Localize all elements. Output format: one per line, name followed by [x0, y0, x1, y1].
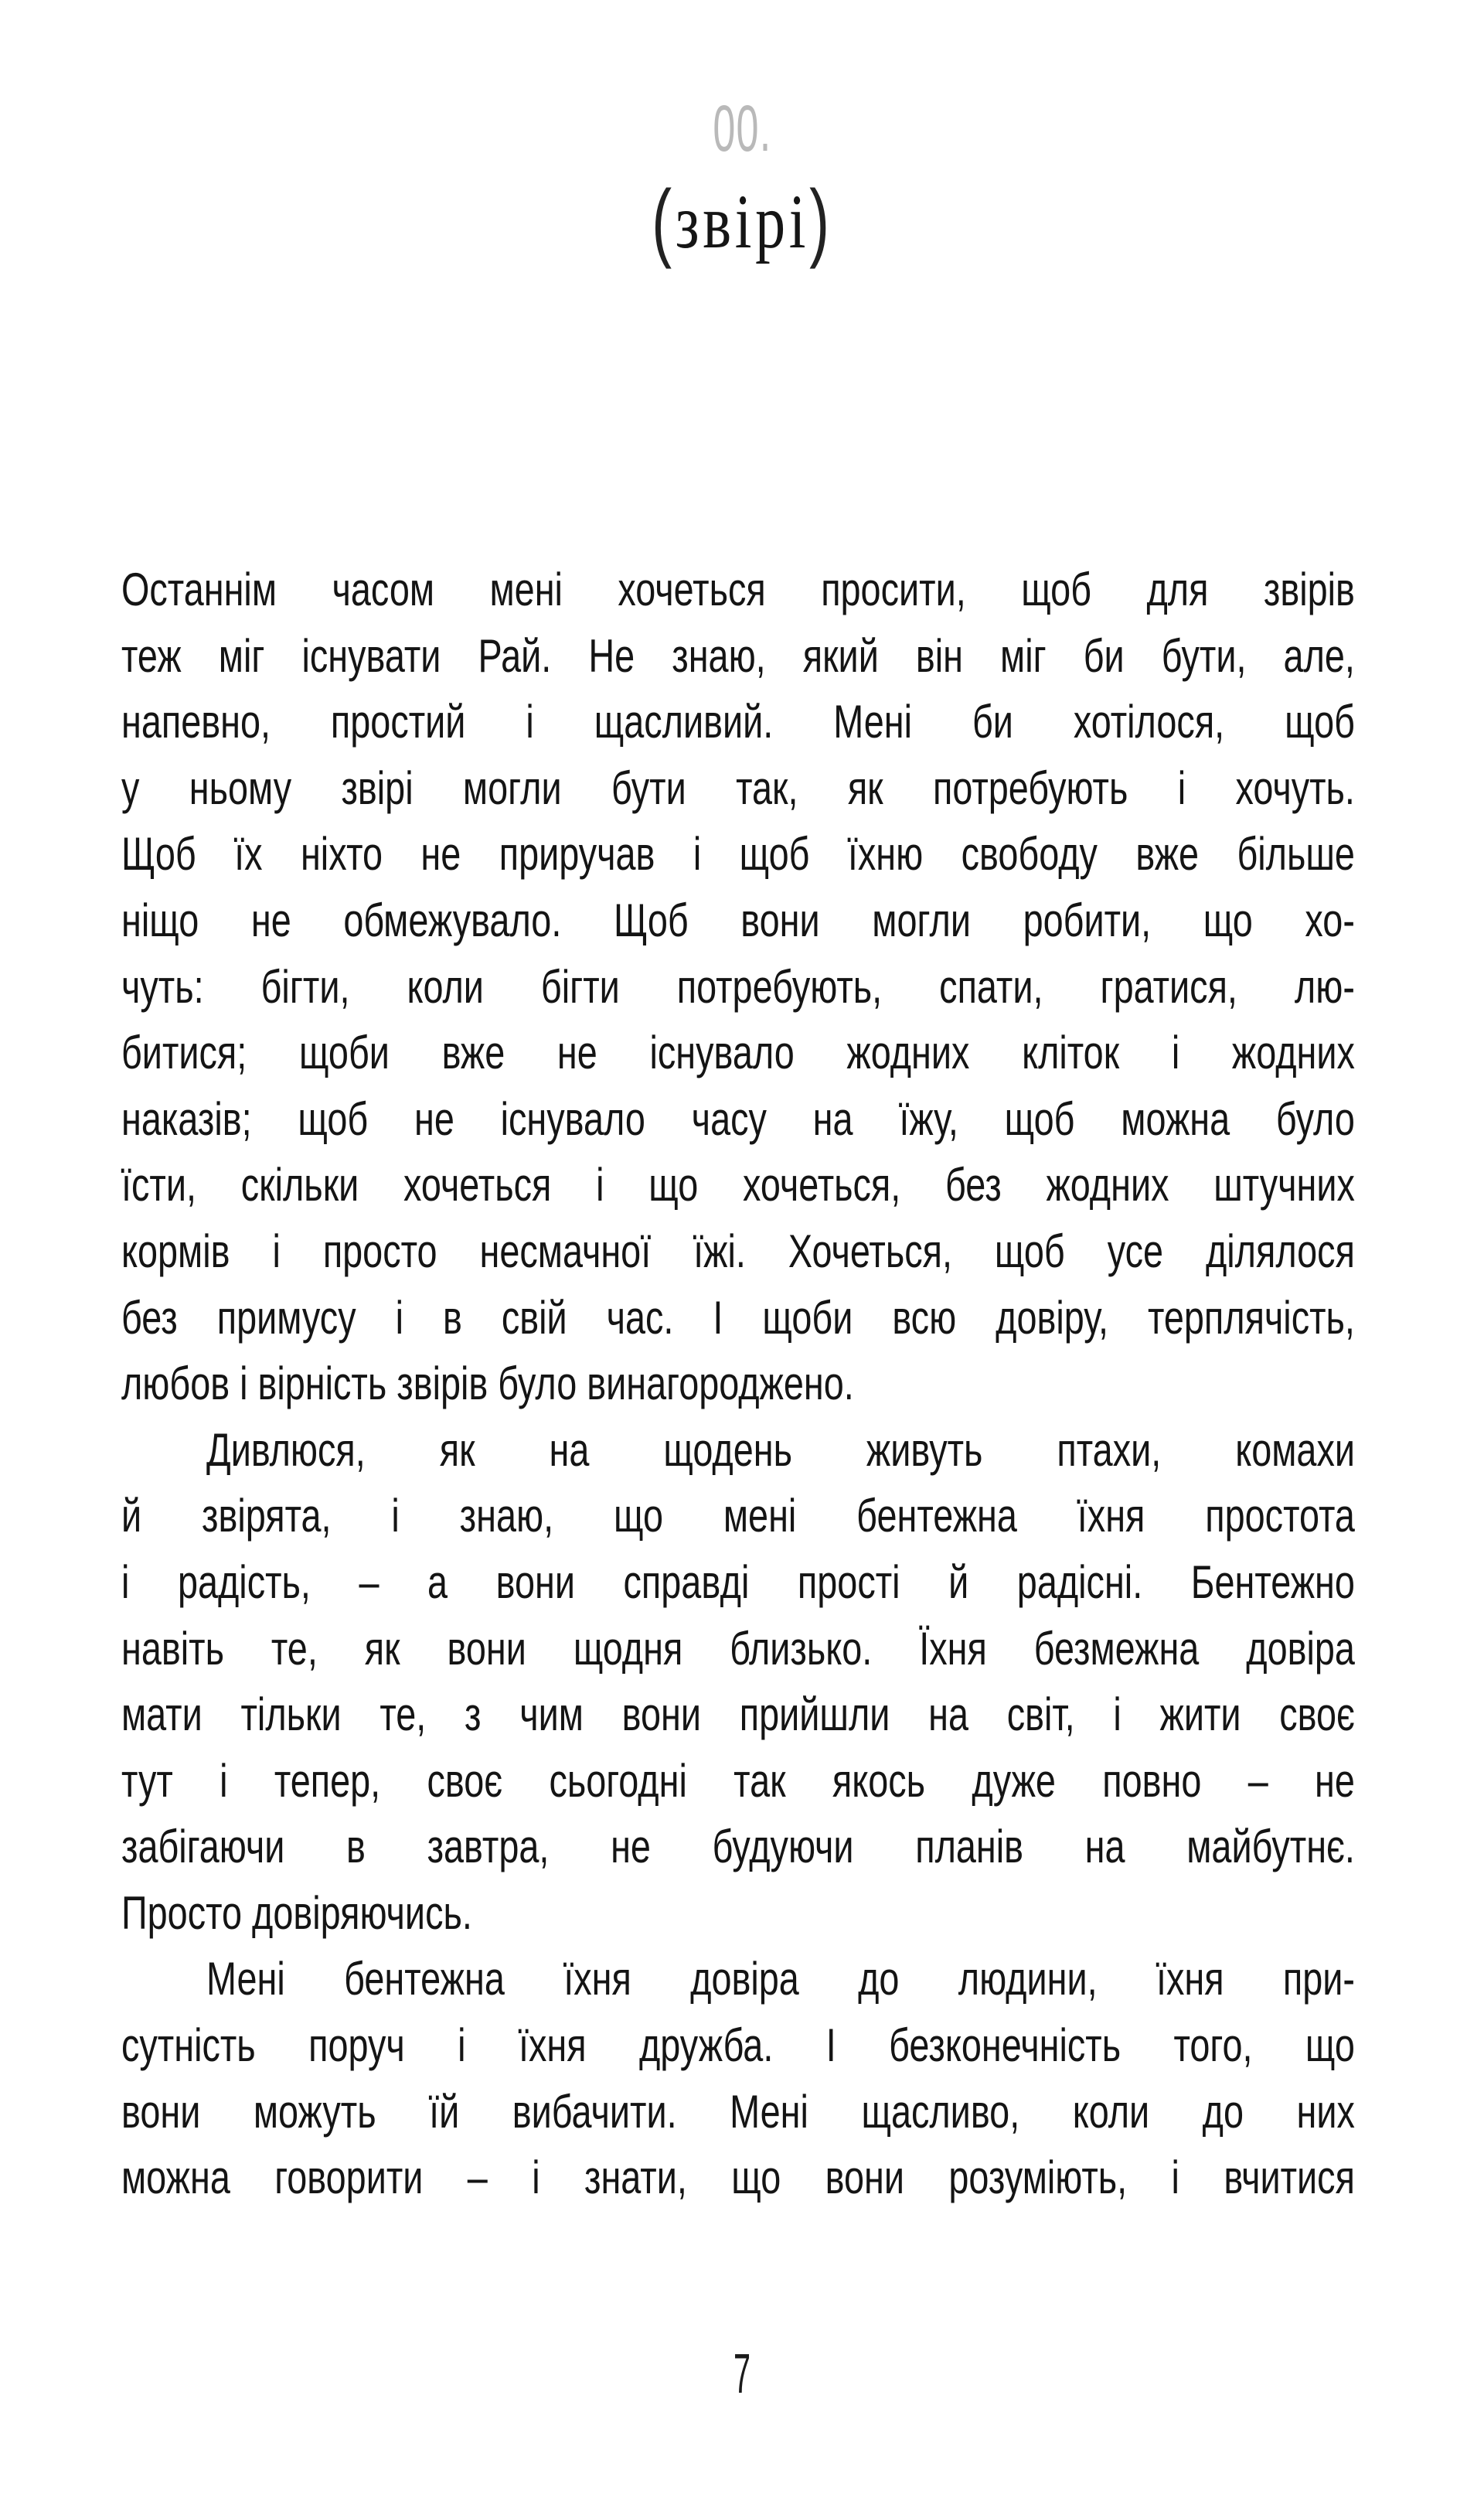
- text-line: [121, 623, 1355, 690]
- paragraph-2: [121, 1417, 1355, 1947]
- line-text: любов і вірність звірів було винагороджено.: [121, 1358, 854, 1410]
- line-text: теж міг існувати Рай. Не знаю, який він міг би бути, але,: [121, 629, 1355, 682]
- text-line: [121, 1616, 1355, 1682]
- body-text: [121, 557, 1355, 2211]
- line-text: Дивлюся, як на щодень живуть птахи, комахи: [206, 1423, 1355, 1476]
- text-line: [121, 1880, 1355, 1947]
- line-text: можна говорити – і знати, що вони розуміють, і вчитися: [121, 2152, 1355, 2204]
- line-text: навіть те, як вони щодня близько. Їхня безмежна довіра: [121, 1622, 1355, 1675]
- page-number: [0, 2339, 1484, 2409]
- open-bracket: (: [651, 172, 676, 270]
- text-line: [121, 1285, 1355, 1351]
- text-line: [121, 1351, 1355, 1417]
- line-text: Просто довіряючись.: [121, 1886, 472, 1939]
- text-line: [121, 2079, 1355, 2145]
- line-text: ніщо не обмежувало. Щоб вони могли робити, що хо-: [121, 894, 1355, 946]
- line-text: й звірята, і знаю, що мені бентежна їхня простота: [121, 1490, 1355, 1542]
- chapter-title: [0, 172, 1484, 270]
- line-text: мати тільки те, з чим вони прийшли на світ, і жити своє: [121, 1688, 1355, 1741]
- page-number-text: 7: [733, 2343, 751, 2405]
- line-text: напевно, простий і щасливий. Мені би хотілося, щоб: [121, 696, 1355, 748]
- chapter-number: [0, 92, 1484, 165]
- line-text: сутність поруч і їхня дружба. І безконечність того, що: [121, 2019, 1355, 2072]
- line-text: без примусу і в свій час. І щоби всю довіру, терплячість,: [121, 1291, 1355, 1344]
- text-line: [121, 1152, 1355, 1218]
- text-line: [121, 1748, 1355, 1814]
- chapter-title-text: звірі: [675, 179, 809, 264]
- chapter-number-text: 00.: [712, 92, 772, 165]
- line-text: чуть: бігти, коли бігти потребують, спати, гратися, лю-: [121, 960, 1355, 1013]
- text-line: [121, 1086, 1355, 1153]
- text-line: [121, 954, 1355, 1020]
- text-line: [121, 1483, 1355, 1549]
- line-text: і радість, – а вони справді прості й радісні. Бентежно: [121, 1555, 1355, 1608]
- text-line: [121, 1549, 1355, 1616]
- line-text: їсти, скільки хочеться і що хочеться, без жодних штучних: [121, 1159, 1355, 1211]
- text-line: [121, 1814, 1355, 1880]
- text-line: [121, 1417, 1355, 1484]
- text-line: [121, 1681, 1355, 1748]
- paragraph-3: [121, 1946, 1355, 2210]
- line-text: тут і тепер, своє сьогодні так якось дуже повно – не: [121, 1754, 1355, 1807]
- text-line: [121, 2012, 1355, 2079]
- close-bracket: ): [808, 172, 833, 270]
- line-text: Останнім часом мені хочеться просити, щоб для звірів: [121, 564, 1355, 615]
- line-text: кормів і просто несмачної їжі. Хочеться, щоб усе ділялося: [121, 1225, 1355, 1277]
- text-line: [121, 888, 1355, 954]
- text-line: [121, 557, 1355, 623]
- text-line: [121, 1020, 1355, 1086]
- line-text: вони можуть їй вибачити. Мені щасливо, коли до них: [121, 2085, 1355, 2138]
- text-line: [121, 821, 1355, 888]
- paragraph-1: [121, 557, 1355, 1417]
- line-text: битися; щоби вже не існувало жодних кліток і жодних: [121, 1027, 1355, 1079]
- text-line: [121, 755, 1355, 822]
- line-text: наказів; щоб не існувало часу на їжу, щоб можна було: [121, 1092, 1355, 1145]
- line-text: Щоб їх ніхто не приручав і щоб їхню свободу вже більше: [121, 828, 1355, 881]
- text-line: [121, 689, 1355, 755]
- text-line: [121, 2145, 1355, 2211]
- line-text: Мені бентежна їхня довіра до людини, їхня при-: [206, 1953, 1355, 2005]
- line-text: у ньому звірі могли бути так, як потребують і хочуть.: [121, 761, 1355, 814]
- text-line: [121, 1946, 1355, 2012]
- line-text: забігаючи в завтра, не будуючи планів на майбутнє.: [121, 1821, 1355, 1873]
- chapter-title-inner: [651, 172, 833, 270]
- text-line: [121, 1218, 1355, 1285]
